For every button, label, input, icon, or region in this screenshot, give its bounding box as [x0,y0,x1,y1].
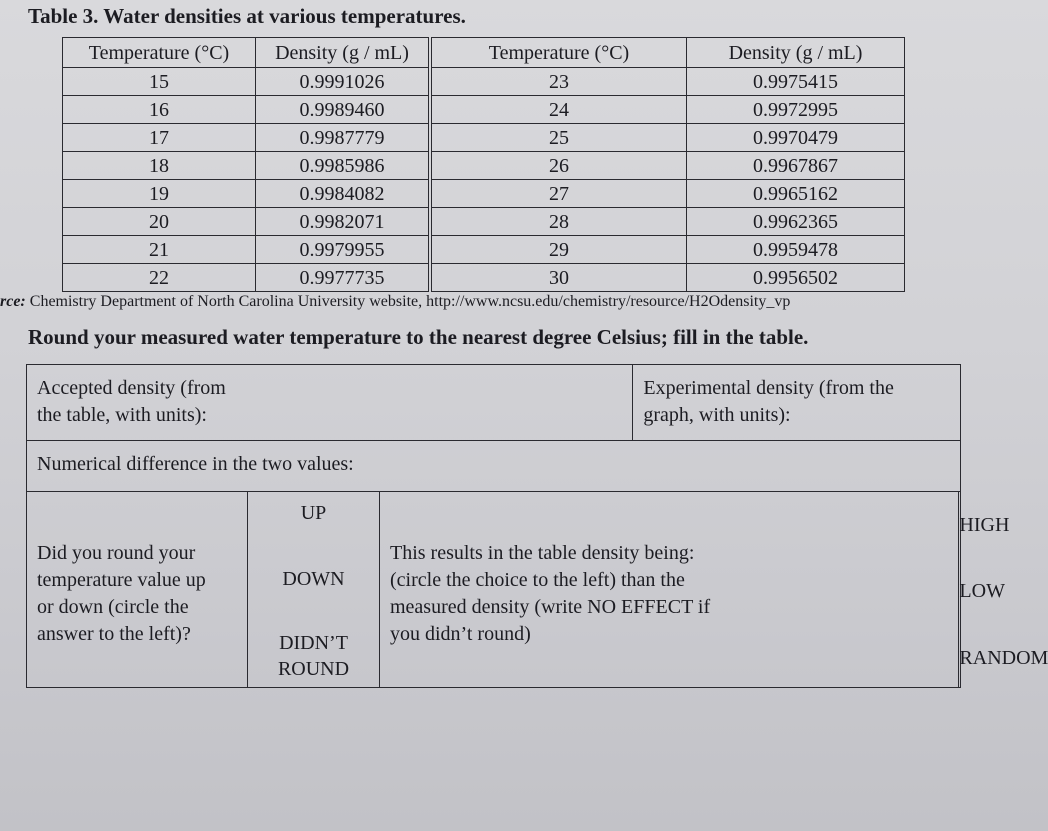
density-cell: 0.9956502 [687,264,905,292]
temperature-cell: 18 [63,152,256,180]
experimental-density-label-line2: graph, with units): [643,404,791,426]
table-row [63,124,905,152]
round-question-line2: temperature value up [37,569,206,591]
header-density-2: Density (g / mL) [687,38,905,68]
numerical-difference-cell[interactable] [27,441,961,492]
density-table-body [63,68,905,292]
density-cell: 0.9987779 [256,124,431,152]
option-down[interactable]: DOWN [282,568,345,590]
difference-row [27,441,961,492]
density-cell: 0.9977735 [256,264,431,292]
option-low[interactable]: LOW [959,580,1005,602]
density-entry-row [27,365,961,441]
option-random[interactable]: RANDOM [959,647,1048,669]
table-row [63,68,905,96]
header-temperature-2: Temperature (°C) [430,38,687,68]
result-text-line3: measured density (write NO EFFECT if [390,596,711,618]
temperature-cell: 28 [430,208,687,236]
option-didnt[interactable]: DIDN’T [279,632,348,654]
temperature-cell: 29 [430,236,687,264]
option-high[interactable]: HIGH [959,514,1010,536]
density-cell: 0.9962365 [687,208,905,236]
table-title: Table 3. Water densities at various temperatures. [28,4,466,28]
temperature-cell: 15 [63,68,256,96]
temperature-cell: 20 [63,208,256,236]
density-cell: 0.9989460 [256,96,431,124]
temperature-cell: 26 [430,152,687,180]
experimental-density-label-line1: Experimental density (from the [643,377,894,399]
density-cell: 0.9984082 [256,180,431,208]
temperature-cell: 24 [430,96,687,124]
accepted-density-label-line2: the table, with units): [37,404,207,426]
temperature-cell: 30 [430,264,687,292]
result-text-line4: you didn’t round) [390,623,531,645]
source-citation [0,293,790,311]
instruction-text: Round your measured water temperature to the nearest degree Celsius; fill in the table. [28,325,809,349]
round-question-line3: or down (circle the [37,596,189,618]
table-row [63,264,905,292]
temperature-cell: 22 [63,264,256,292]
temperature-cell: 16 [63,96,256,124]
temperature-cell: 17 [63,124,256,152]
temperature-cell: 21 [63,236,256,264]
density-cell: 0.9970479 [687,124,905,152]
table-row [63,236,905,264]
fill-in-table [26,364,1048,688]
density-cell: 0.9979955 [256,236,431,264]
temperature-cell: 25 [430,124,687,152]
round-question-cell [27,492,248,688]
water-density-table [62,37,905,292]
density-cell: 0.9985986 [256,152,431,180]
numerical-difference-label: Numerical difference in the two values: [37,453,354,475]
result-options-cell [959,492,1048,688]
result-text-line2: (circle the choice to the left) than the [390,569,685,591]
density-cell: 0.9991026 [256,68,431,96]
density-cell: 0.9965162 [687,180,905,208]
table-row [63,180,905,208]
table-header-row [63,38,905,68]
round-options-cell [248,492,380,688]
header-temperature-1: Temperature (°C) [63,38,256,68]
table-row [63,208,905,236]
temperature-cell: 19 [63,180,256,208]
header-density-1: Density (g / mL) [256,38,431,68]
density-cell: 0.9959478 [687,236,905,264]
round-question-line1: Did you round your [37,542,196,564]
round-question-line4: answer to the left)? [37,623,191,645]
option-round[interactable]: ROUND [277,658,350,680]
experimental-density-cell[interactable] [633,365,961,441]
rounding-row [27,492,961,688]
temperature-cell: 27 [430,180,687,208]
accepted-density-cell[interactable] [27,365,633,441]
temperature-cell: 23 [430,68,687,96]
table-row [63,96,905,124]
accepted-density-label-line1: Accepted density (from [37,377,226,399]
density-cell: 0.9967867 [687,152,905,180]
result-text-line1: This results in the table density being: [390,542,695,564]
source-text: Chemistry Department of North Carolina University website, http://www.ncsu.edu/chemistry/resource/H2Odensity_vp [25,293,791,310]
option-up[interactable]: UP [300,502,327,524]
density-cell: 0.9975415 [687,68,905,96]
density-cell: 0.9972995 [687,96,905,124]
source-lead: rce: [0,293,26,310]
density-cell: 0.9982071 [256,208,431,236]
table-row [63,152,905,180]
